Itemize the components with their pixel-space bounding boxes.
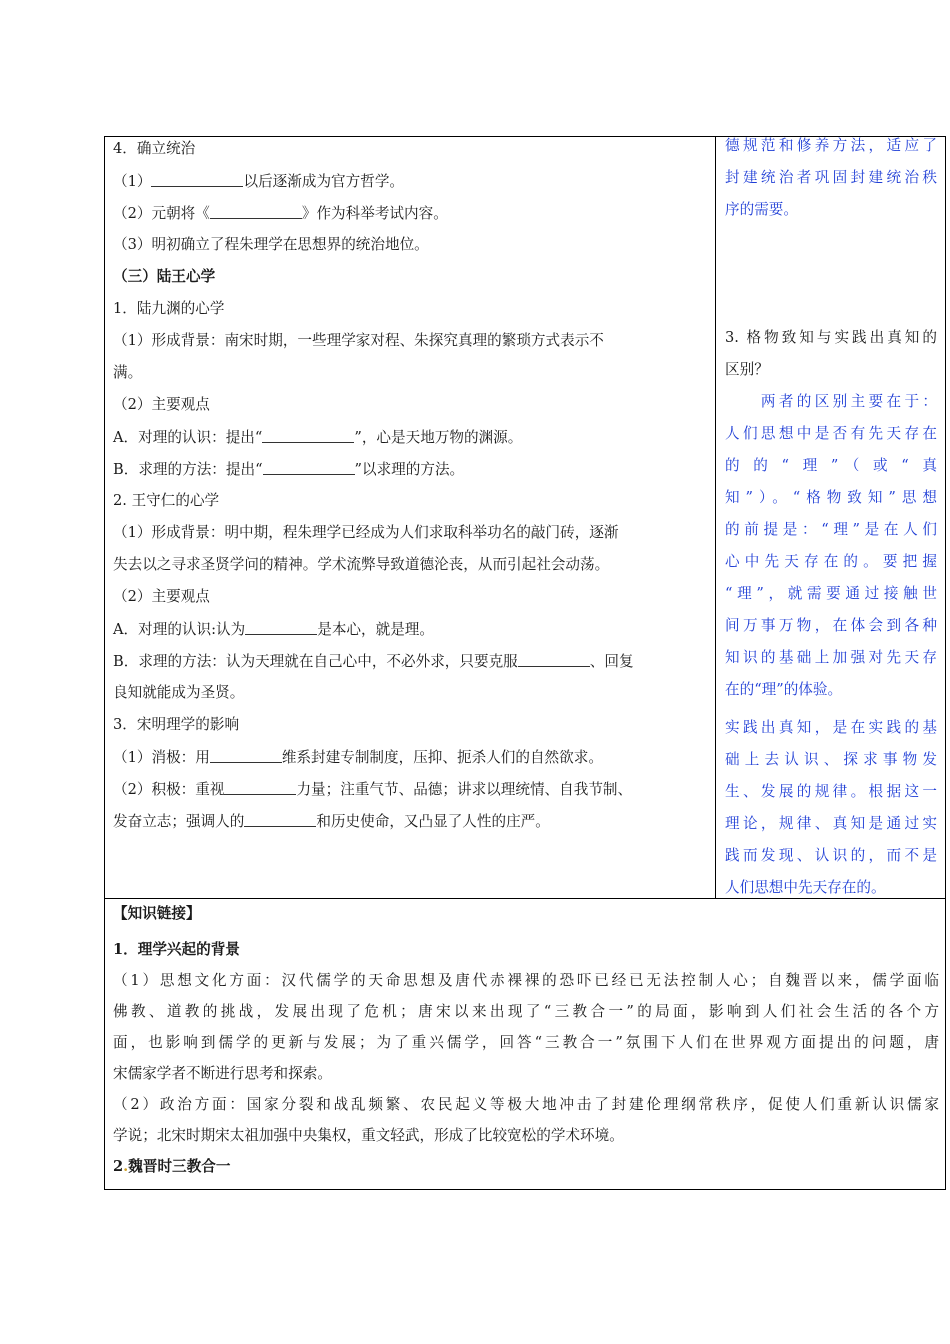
fill-blank <box>210 746 282 763</box>
text-line: （1）形成背景：明中期，程朱理学已经成为人们求取科举功名的敲门砖，逐渐 <box>113 524 619 541</box>
text-line: B．求理的方法：认为天理就在自己心中，不必外求，只要克服 、回复 <box>113 650 709 682</box>
answer-line: 人们思想中是否有先天存在 <box>725 425 937 442</box>
text-line: 发奋立志；强调人的 和历史使命，又凸显了人性的庄严。 <box>113 810 709 842</box>
paragraph-line: （1）思想文化方面：汉代儒学的天命思想及唐代赤裸裸的恐吓已经已无法控制人心；自魏晋以来，儒学面临 <box>113 972 939 989</box>
paragraph-line: 宋儒家学者不断进行思考和探索。 <box>113 1065 332 1082</box>
right-note-top <box>725 130 937 226</box>
paragraph-line: 面，也影响到儒学的更新与发展；为了重兴儒学，回答“三教合一”氛围下人们在世界观方面提出的问题，唐 <box>113 1034 939 1051</box>
text-line: （1）形成背景：南宋时期，一些理学家对程、朱探究真理的繁琐方式表示不 <box>113 332 604 349</box>
section-title: 【知识链接】 <box>113 905 201 922</box>
text-line: 3．宋明理学的影响 <box>113 716 240 733</box>
text-line: 2. 王守仁的心学 <box>113 492 220 509</box>
answer-line: 的前提是：“理”是在人们 <box>725 521 937 538</box>
left-column <box>113 138 709 842</box>
fill-blank <box>245 618 317 635</box>
note-line: 德规范和修养方法，适应了 <box>725 137 937 154</box>
answer-line: 知识的基础上加强对先天存 <box>725 649 937 666</box>
paragraph-line: （2）政治方面：国家分裂和战乱频繁、农民起义等极大地冲击了封建伦理纲常秩序，促使人们重新认识儒家 <box>113 1096 939 1113</box>
paragraph-line: 学说；北宋时期宋太祖加强中央集权，重文轻武，形成了比较宽松的学术环境。 <box>113 1127 624 1144</box>
answer-line: 在的“理”的体验。 <box>725 681 843 698</box>
section-heading: 1．理学兴起的背景 <box>113 941 240 958</box>
right-question <box>725 322 937 386</box>
section-heading: （三）陆王心学 <box>113 268 216 285</box>
text-line: B．求理的方法：提出“ ”以求理的方法。 <box>113 458 709 490</box>
question-line: 3. 格物致知与实践出真知的 <box>725 329 937 346</box>
column-divider <box>715 136 716 899</box>
fill-blank <box>151 170 243 187</box>
fill-blank <box>210 202 302 219</box>
question-line: 区别？ <box>725 361 769 378</box>
text-line: （1）消极：用 维系封建专制制度，压抑、扼杀人们的自然欲求。 <box>113 746 709 778</box>
answer-line: 实践出真知，是在实践的基 <box>725 719 937 736</box>
note-line: 封建统治者巩固封建统治秩 <box>725 169 937 186</box>
answer-line: 生、发展的规律。根据这一 <box>725 783 937 800</box>
text-line: （2）主要观点 <box>113 588 210 605</box>
fill-blank <box>244 810 316 827</box>
answer-line: 践而发现、认识的，而不是 <box>725 847 937 864</box>
text-line: 满。 <box>113 364 143 381</box>
section-heading: 2.魏晋时三教合一 <box>113 1158 231 1175</box>
text-line: 良知就能成为圣贤。 <box>113 684 245 701</box>
text-line: （3）明初确立了程朱理学在思想界的统治地位。 <box>113 236 429 253</box>
text-line: 1．陆九渊的心学 <box>113 300 225 317</box>
text-line: 失去以之寻求圣贤学问的精神。学术流弊导致道德沦丧，从而引起社会动荡。 <box>113 556 610 573</box>
knowledge-link-section <box>113 900 939 1182</box>
section-heading: 4．确立统治 <box>113 140 196 157</box>
text-line: （2）积极：重视 力量；注重气节、品德；讲求以理统情、自我节制、 <box>113 778 709 810</box>
fill-blank <box>518 650 590 667</box>
answer-line: 知”）。“格物致知”思想 <box>725 489 937 506</box>
fill-blank <box>262 426 354 443</box>
answer-line: 人们思想中先天存在的。 <box>725 879 886 896</box>
answer-line: 间万事万物，在体会到各种 <box>725 617 937 634</box>
right-answer-2 <box>725 712 937 904</box>
text-line: （2）主要观点 <box>113 396 210 413</box>
answer-line: “理”，就需要通过接触世 <box>725 585 937 602</box>
answer-line: 心中先天存在的。要把握 <box>725 553 937 570</box>
text-line: （1） 以后逐渐成为官方哲学。 <box>113 170 709 202</box>
text-line: A．对理的认识:认为 是本心，就是理。 <box>113 618 709 650</box>
answer-line: 理论，规律、真知是通过实 <box>725 815 937 832</box>
text-line: A．对理的认识：提出“ ”，心是天地万物的渊源。 <box>113 426 709 458</box>
answer-line: 的的“理”（或“真 <box>725 457 937 474</box>
right-answer-1 <box>725 386 937 706</box>
text-line: （2）元朝将《 》作为科举考试内容。 <box>113 202 709 234</box>
fill-blank <box>263 458 355 475</box>
answer-line: 两者的区别主要在于： <box>725 393 937 410</box>
paragraph-line: 佛教、道教的挑战，发展出现了危机；唐宋以来出现了“三教合一”的局面，影响到人们社会生活的各个方 <box>113 1003 939 1020</box>
note-line: 序的需要。 <box>725 201 798 218</box>
fill-blank <box>224 778 296 795</box>
answer-line: 础上去认识、探求事物发 <box>725 751 937 768</box>
